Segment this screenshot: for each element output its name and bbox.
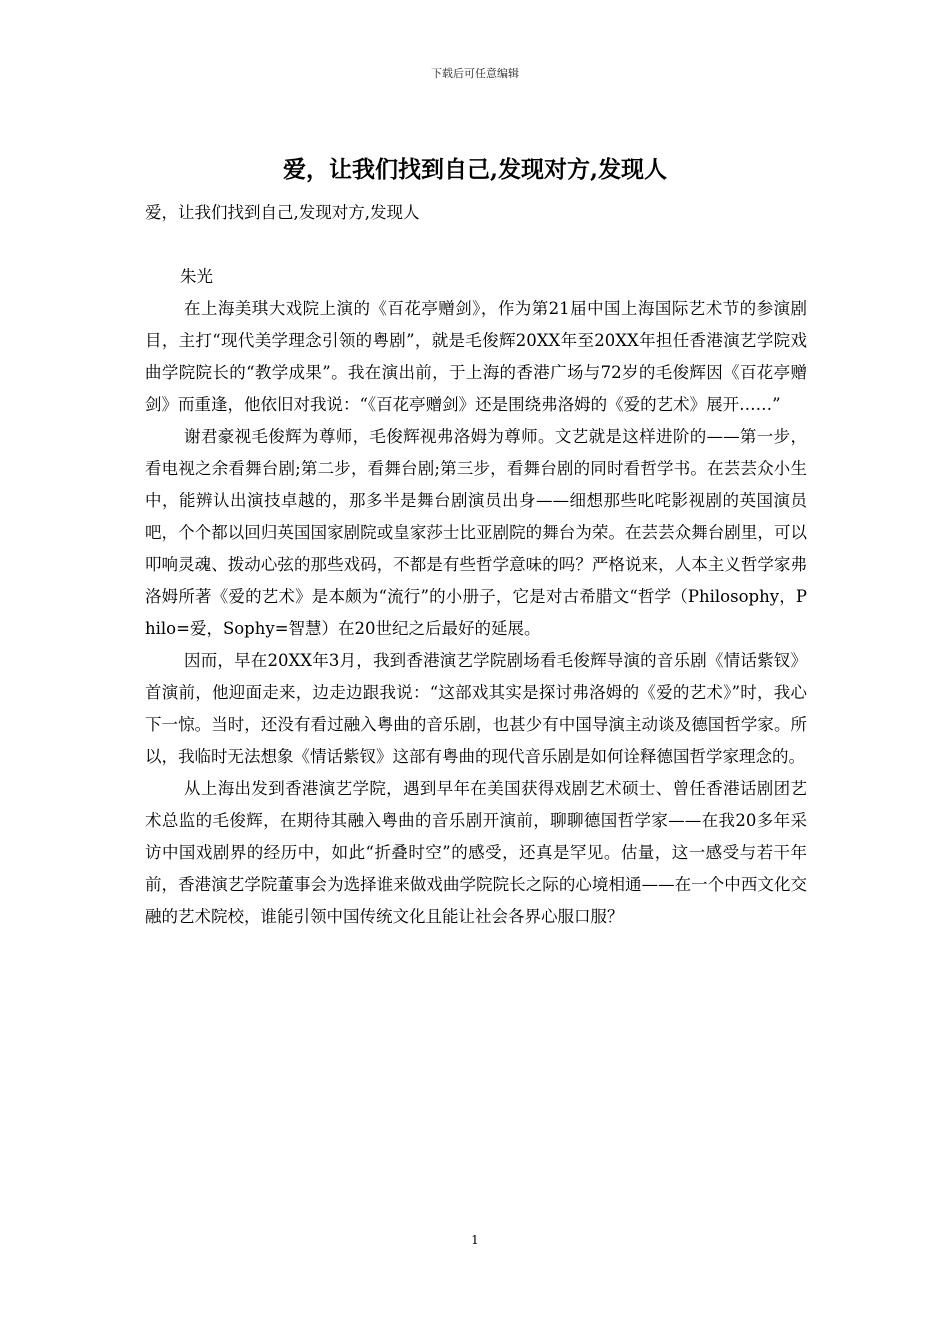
blank-line bbox=[145, 229, 807, 261]
document-subtitle: 爱，让我们找到自己,发现对方,发现人 bbox=[145, 203, 420, 222]
body-paragraph: 在上海美琪大戏院上演的《百花亭赠剑》，作为第21届中国上海国际艺术节的参演剧目，主打“现代美学理念引领的粤剧”，就是毛俊辉20XX年至20XX年担任香港演艺学院戏曲学院院长的“教学成果”。我在演出前，于上海的香港广场与72岁的毛俊辉因《百花亭赠剑》而重逢，他依旧对我说：“《百花亭赠剑》还是围绕弗洛姆的《爱的艺术》展开……” bbox=[145, 299, 807, 414]
document-body bbox=[145, 197, 807, 933]
page-number: 1 bbox=[471, 1233, 479, 1247]
author-name: 朱光 bbox=[180, 267, 213, 286]
body-paragraph: 因而，早在20XX年3月，我到香港演艺学院剧场看毛俊辉导演的音乐剧《情话紫钗》首演前，他迎面走来，边走边跟我说：“这部戏其实是探讨弗洛姆的《爱的艺术》”时，我心下一惊。当时，还没有看过融入粤曲的音乐剧，也甚少有中国导演主动谈及德国哲学家。所以，我临时无法想象《情话紫钗》这部有粤曲的现代音乐剧是如何诠释德国哲学家理念的。 bbox=[145, 651, 807, 766]
body-paragraph: 从上海出发到香港演艺学院，遇到早年在美国获得戏剧艺术硕士、曾任香港话剧团艺术总监的毛俊辉，在期待其融入粤曲的音乐剧开演前，聊聊德国哲学家——在我20多年采访中国戏剧界的经历中，如此“折叠时空”的感受，还真是罕见。估量，这一感受与若干年前，香港演艺学院董事会为选择谁来做戏曲学院院长之际的心境相通——在一个中西文化交融的艺术院校，谁能引领中国传统文化且能让社会各界心服口服？ bbox=[145, 779, 807, 926]
body-paragraph: 谢君豪视毛俊辉为尊师，毛俊辉视弗洛姆为尊师。文艺就是这样进阶的——第一步，看电视之余看舞台剧;第二步，看舞台剧;第三步，看舞台剧的同时看哲学书。在芸芸众小生中，能辨认出演技卓越的，那多半是舞台剧演员出身——细想那些叱咤影视剧的英国演员吧，个个都以回归英国国家剧院或皇家莎士比亚剧院的舞台为荣。在芸芸众舞台剧里，可以叩响灵魂、拨动心弦的那些戏码，不都是有些哲学意味的吗？严格说来，人本主义哲学家弗洛姆所著《爱的艺术》是本颇为“流行”的小册子，它是对古希腊文“哲学（Philosophy，Philo=爱，Sophy=智慧）在20世纪之后最好的延展。 bbox=[145, 427, 807, 638]
page-header: 下载后可任意编辑 bbox=[431, 67, 519, 80]
document-title: 爱，让我们找到自己,发现对方,发现人 bbox=[282, 156, 667, 183]
